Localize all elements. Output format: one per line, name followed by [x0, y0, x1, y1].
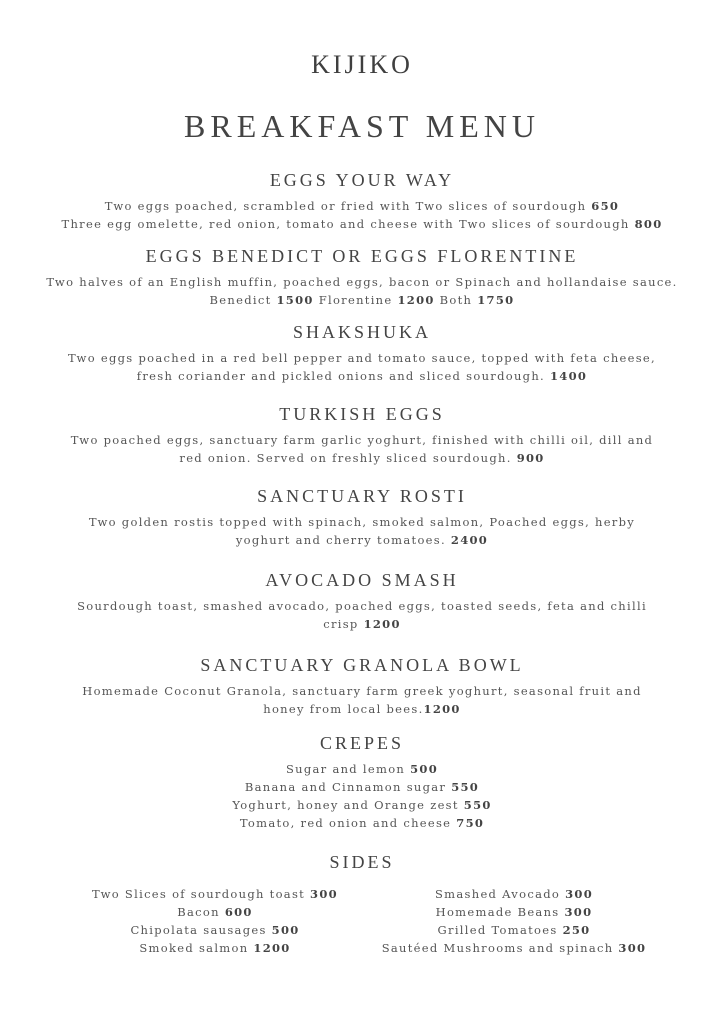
item-description: red onion. Served on freshly sliced sourdough. [179, 451, 512, 465]
menu-item-line [0, 700, 724, 718]
item-description: fresh coriander and pickled onions and sliced sourdough. [136, 369, 546, 383]
section-sides [0, 852, 724, 879]
menu-item-line [0, 615, 724, 633]
list-item [0, 796, 724, 814]
item-price: 650 [591, 199, 620, 213]
section-shakshuka [0, 322, 724, 385]
item-description: Three egg omelette, red onion, tomato and cheese with Two slices of sourdough [61, 217, 630, 231]
option-price: 1750 [477, 293, 515, 307]
section-eggs-your-way [0, 170, 724, 233]
item-price: 250 [562, 923, 591, 937]
item-price: 1200 [253, 941, 291, 955]
section-eggs-benedict [0, 246, 724, 309]
section-heading: SANCTUARY ROSTI [257, 486, 467, 506]
item-description: honey from local bees. [263, 702, 424, 716]
list-item [72, 939, 358, 957]
item-name: Bacon [177, 905, 220, 919]
item-name: Banana and Cinnamon sugar [244, 780, 447, 794]
item-price: 300 [564, 905, 593, 919]
menu-item-line [0, 291, 724, 309]
item-price: 300 [618, 941, 647, 955]
item-description: Sourdough toast, smashed avocado, poached eggs, toasted seeds, feta and chilli [77, 599, 647, 613]
sides-left-column [72, 885, 358, 957]
menu-item-line [0, 197, 724, 215]
section-avocado-smash [0, 570, 724, 633]
item-name: Smoked salmon [139, 941, 249, 955]
list-item [72, 903, 358, 921]
brand-logo: KIJIKO [311, 50, 413, 79]
section-turkish-eggs [0, 404, 724, 467]
item-description: Two golden rostis topped with spinach, smoked salmon, Poached eggs, herby [88, 515, 636, 529]
item-description: Two eggs poached in a red bell pepper and tomato sauce, topped with feta cheese, [68, 351, 656, 365]
section-heading: CREPES [319, 733, 405, 753]
item-price: 550 [463, 798, 492, 812]
item-price: 1200 [363, 617, 401, 631]
option-price: 1500 [276, 293, 314, 307]
menu-item-line [0, 531, 724, 549]
item-name: Sugar and lemon [285, 762, 406, 776]
menu-item-line [0, 215, 724, 233]
option-label: Both [439, 293, 473, 307]
list-item [370, 885, 658, 903]
option-price: 1200 [397, 293, 435, 307]
item-name: Two Slices of sourdough toast [92, 887, 306, 901]
section-heading: TURKISH EGGS [279, 404, 445, 424]
item-description: Homemade Coconut Granola, sanctuary farm greek yoghurt, seasonal fruit and [82, 684, 642, 698]
item-price: 500 [271, 923, 300, 937]
item-description: Two eggs poached, scrambled or fried with Two slices of sourdough [104, 199, 587, 213]
section-heading: SANCTUARY GRANOLA BOWL [200, 655, 524, 675]
item-price: 1200 [423, 702, 461, 716]
section-heading: SHAKSHUKA [292, 322, 431, 342]
item-price: 900 [516, 451, 545, 465]
item-price: 750 [456, 816, 485, 830]
list-item [370, 939, 658, 957]
list-item [72, 921, 358, 939]
section-heading: EGGS BENEDICT OR EGGS FLORENTINE [145, 246, 579, 266]
section-crepes [0, 733, 724, 832]
item-price: 500 [410, 762, 439, 776]
item-price: 300 [310, 887, 338, 901]
list-item [370, 903, 658, 921]
item-name: Yoghurt, honey and Orange zest [232, 798, 459, 812]
section-sanctuary-rosti [0, 486, 724, 549]
item-price: 600 [224, 905, 253, 919]
item-name: Chipolata sausages [130, 923, 267, 937]
list-item [72, 885, 358, 903]
item-price: 2400 [450, 533, 489, 547]
item-price: 800 [634, 217, 663, 231]
item-name: Sautéed Mushrooms and spinach [381, 941, 614, 955]
page-title: BREAKFAST MENU [184, 108, 540, 144]
list-item [0, 760, 724, 778]
section-heading: EGGS YOUR WAY [269, 170, 455, 190]
list-item [0, 778, 724, 796]
item-price: 550 [451, 780, 480, 794]
item-description: Two halves of an English muffin, poached eggs, bacon or Spinach and hollandaise sauce. [46, 275, 678, 289]
section-heading: SIDES [329, 852, 395, 872]
menu-item-line [0, 367, 724, 385]
item-description: yoghurt and cherry tomatoes. [235, 533, 446, 547]
sides-right-column [370, 885, 658, 957]
item-name: Smashed Avocado [435, 887, 561, 901]
option-label: Florentine [318, 293, 393, 307]
item-price: 1400 [549, 369, 588, 383]
section-granola-bowl [0, 655, 724, 718]
list-item [370, 921, 658, 939]
item-description: Two poached eggs, sanctuary farm garlic yoghurt, finished with chilli oil, dill and [70, 433, 654, 447]
option-label: Benedict [209, 293, 272, 307]
item-name: Grilled Tomatoes [437, 923, 558, 937]
item-name: Tomato, red onion and cheese [239, 816, 452, 830]
item-price: 300 [565, 887, 593, 901]
menu-item-line [0, 449, 724, 467]
item-name: Homemade Beans [435, 905, 560, 919]
list-item [0, 814, 724, 832]
section-heading: AVOCADO SMASH [265, 570, 459, 590]
item-description: crisp [323, 617, 359, 631]
